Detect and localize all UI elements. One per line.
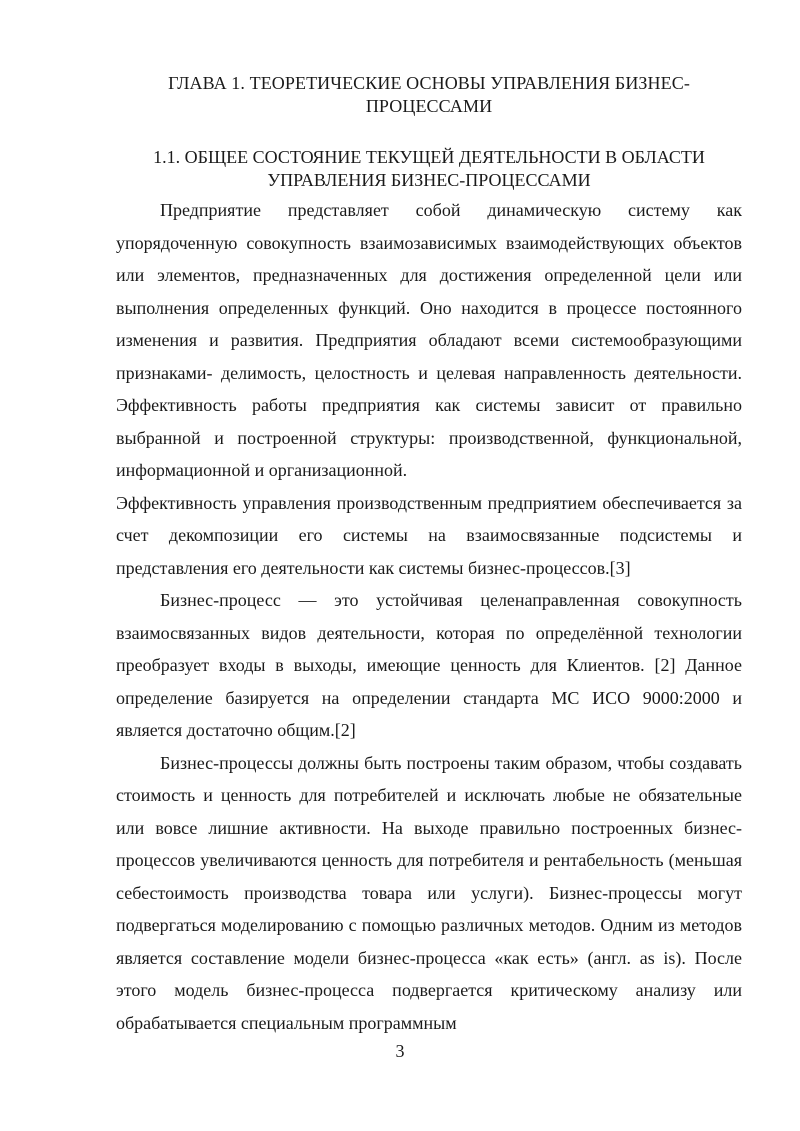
section-title: 1.1. ОБЩЕЕ СОСТОЯНИЕ ТЕКУЩЕЙ ДЕЯТЕЛЬНОСТИ В ОБЛАСТИ УПРАВЛЕНИЯ БИЗНЕС-ПРОЦЕССАМИ bbox=[153, 147, 705, 190]
document-page bbox=[116, 72, 742, 1039]
chapter-title: ГЛАВА 1. ТЕОРЕТИЧЕСКИЕ ОСНОВЫ УПРАВЛЕНИЯ БИЗНЕС-ПРОЦЕССАМИ bbox=[168, 73, 690, 116]
paragraph-management-efficiency: Эффективность управления производственным предприятием обеспечивается за счет декомпозиции его системы на взаимосвязанные подсистемы и представления его деятельности как системы бизнес-процессов.[3] bbox=[116, 492, 742, 578]
paragraph-enterprise-system: Предприятие представляет собой динамическую систему как упорядоченную совокупность взаимозависимых взаимодействующих объектов или элементов, предназначенных для достижения определенной цели или выполнения определенных функций. Оно находится в процессе постоянного изменения и развития. Предприятия обладают всеми системообразующими признаками- делимость, целостность и целевая направленность деятельности. Эффективность работы предприятия как системы зависит от правильно выбранной и построенной структуры: производственной, функциональной, информационной и организационной. bbox=[116, 200, 742, 480]
page-number: 3 bbox=[395, 1041, 405, 1061]
paragraph-business-process-definition: Бизнес-процесс — это устойчивая целенаправленная совокупность взаимосвязанных видов деятельности, которая по определённой технологии преобразует входы в выходы, имеющие ценность для Клиентов. [2] Данное определение базируется на определении стандарта МС ИСО 9000:2000 и является достаточно общим.[2] bbox=[116, 590, 742, 740]
paragraph-business-process-modeling: Бизнес-процессы должны быть построены таким образом, чтобы создавать стоимость и ценность для потребителей и исключать любые не обязательные или вовсе лишние активности. На выходе правильно построенных бизнес-процессов увеличиваются ценность для потребителя и рентабельность (меньшая себестоимость производства товара или услуги). Бизнес-процессы могут подвергаться моделированию с помощью различных методов. Одним из методов является составление модели бизнес-процесса «как есть» (англ. as is). После этого модель бизнес-процесса подвергается критическому анализу или обрабатывается специальным программным bbox=[116, 752, 742, 1033]
